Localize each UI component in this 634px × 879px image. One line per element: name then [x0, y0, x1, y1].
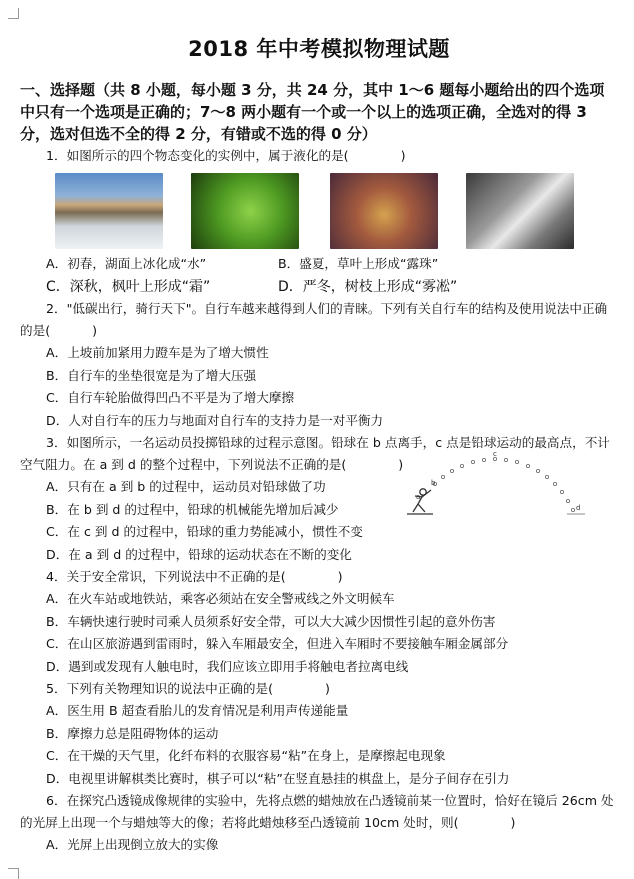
question-1: 1．如图所示的四个物态变化的实例中，属于液化的是( ): [46, 148, 406, 163]
q4-option-d: D．遇到或发现有人触电时，我们应该立即用手将触电者拉离电线: [46, 658, 409, 674]
lake-photo: [55, 173, 163, 249]
shot-put-diagram: [385, 452, 605, 522]
q5-option-a: A．医生用 B 超查看胎儿的发育情况是利用声传递能量: [46, 703, 349, 718]
q3-option-b: B．在 b 到 d 的过程中，铅球的机械能先增加后减少: [46, 501, 339, 517]
frost-leaf-photo: [330, 173, 438, 249]
question-5: 5．下列有关物理知识的说法中正确的是( ): [46, 681, 330, 696]
page-title: 2018 年中考模拟物理试题: [188, 37, 450, 61]
q4-option-b: B．车辆快速行驶时司乘人员须系好安全带，可以大大减少因惯性引起的意外伤害: [46, 613, 496, 629]
q2-option-b: B．自行车的坐垫很宽是为了增大压强: [46, 367, 257, 383]
label-c: c: [493, 452, 497, 458]
q1-option-d: D．严冬，树枝上形成“雾凇”: [278, 278, 458, 295]
q3-option-c: C．在 c 到 d 的过程中，铅球的重力势能减小，惯性不变: [46, 524, 363, 539]
q2-option-a: A．上坡前加紧用力蹬车是为了增大惯性: [46, 345, 269, 360]
rime-branch-photo: [466, 173, 574, 249]
question-1-images: [20, 173, 618, 249]
q4-option-c: C．在山区旅游遇到雷雨时，躲入车厢最安全，但进入车厢时不要接触车厢金属部分: [46, 636, 509, 651]
q2-option-d: D．人对自行车的压力与地面对自行车的支持力是一对平衡力: [46, 412, 384, 428]
label-b: b: [431, 479, 436, 487]
q1-option-b: B．盛夏，草叶上形成“露珠”: [278, 256, 439, 271]
q1-options-cd: [20, 276, 618, 299]
q2-option-c: C．自行车轮胎做得凹凸不平是为了增大摩擦: [46, 390, 295, 405]
exam-page: [20, 0, 618, 857]
q1-option-a: A．初春，湖面上冰化成“水”: [46, 256, 207, 271]
q5-option-d: D．电视里讲解棋类比赛时，棋子可以“粘”在竖直悬挂的棋盘上，是分子间存在引力: [46, 770, 510, 786]
q5-option-c: C．在干燥的天气里，化纤布料的衣服容易“粘”在身上，是摩擦起电现象: [46, 748, 446, 763]
label-d: d: [576, 504, 581, 512]
q1-options-ab: [20, 253, 618, 276]
section-heading: 一、选择题（共 8 小题，每小题 3 分，共 24 分，其中 1～6 题每小题给出的四个选项中只有一个选项是正确的；7～8 两小题有一个或一个以上的选项正确，全选对的得 3 分，选对但选不全的得 2 分，有错或不选的得 0 分）: [20, 81, 605, 143]
trajectory-dots: [433, 457, 574, 511]
q3-option-d: D．在 a 到 d 的过程中，铅球的运动状态在不断的变化: [46, 546, 352, 562]
dewdrop-photo: [191, 173, 299, 249]
q3-option-a: A．只有在 a 到 b 的过程中，运动员对铅球做了功: [46, 479, 326, 494]
q1-option-c: C．深秋，枫叶上形成“霜”: [46, 278, 211, 295]
q6-option-a: A．光屏上出现倒立放大的实像: [46, 837, 219, 852]
question-3: 3．如图所示，一名运动员投掷铅球的过程示意图。铅球在 b 点离手，c 点是铅球运动的最高点，不计空气阻力。在 a 到 d 的整个过程中，下列说法不正确的是( ): [20, 435, 610, 472]
question-6: 6．在探究凸透镜成像规律的实验中，先将点燃的蜡烛放在凸透镜前某一位置时，恰好在镜后 26cm 处的光屏上出现一个与蜡烛等大的像；若将此蜡烛移至凸透镜前 10cm 处时，则( ): [20, 793, 614, 830]
question-2: 2．"低碳出行，骑行天下"。自行车越来越得到人们的青睐。下列有关自行车的结构及使用说法中正确的是( ): [20, 301, 608, 338]
crop-mark-top-left: [8, 8, 19, 19]
q5-option-b: B．摩擦力总是阻碍物体的运动: [46, 725, 219, 741]
label-a: a: [416, 493, 421, 501]
question-4: 4．关于安全常识，下列说法中不正确的是( ): [46, 569, 343, 584]
q4-option-a: A．在火车站或地铁站，乘客必须站在安全警戒线之外文明候车: [46, 591, 395, 606]
crop-mark-bottom-left: [8, 868, 19, 879]
